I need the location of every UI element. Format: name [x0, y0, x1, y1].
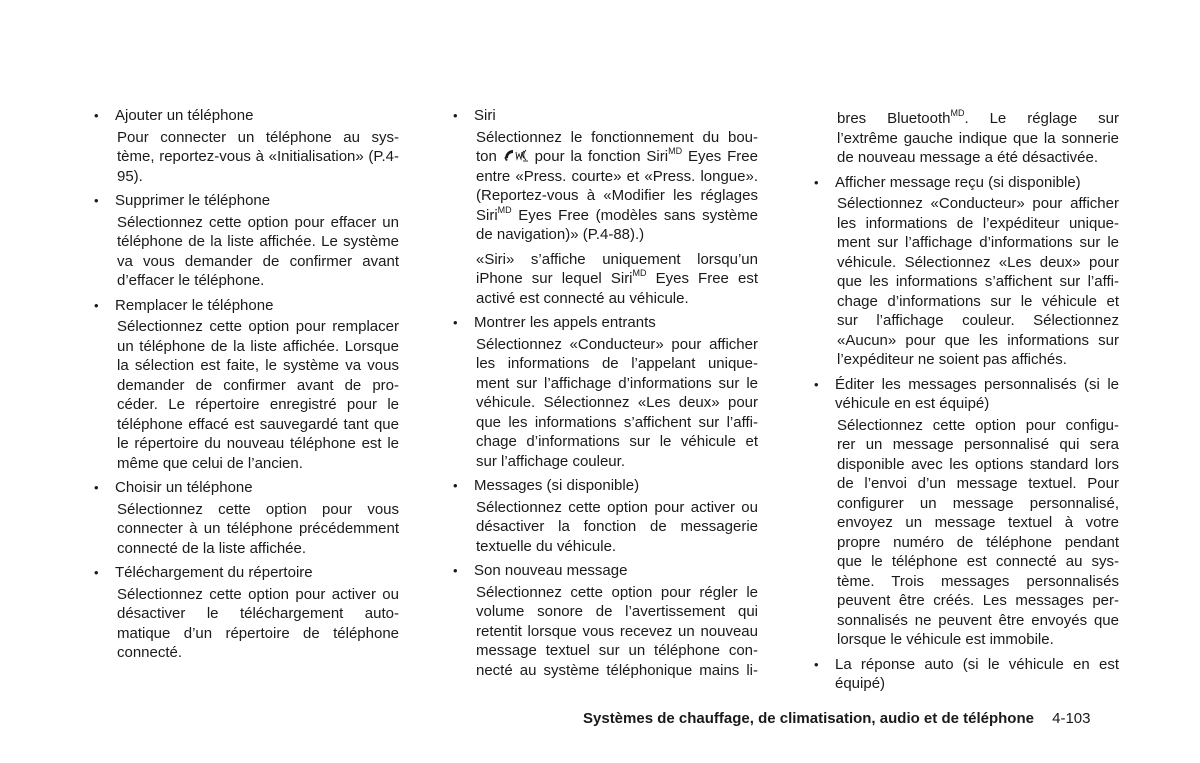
- text-line: de navigation)» (P.4-88).): [476, 226, 645, 243]
- text-line: peuvent être créés. Les messages per-: [837, 592, 1119, 609]
- text-line: de nouveau message a été désactivée.: [837, 149, 1099, 166]
- heading-line: Téléchargement du répertoire: [115, 564, 313, 581]
- text-line: «Siri» s’affiche uniquement lorsqu’un: [476, 250, 758, 268]
- heading-line: Ajouter un téléphone: [115, 107, 254, 124]
- item-heading: [450, 561, 758, 581]
- bullet-icon: •: [94, 108, 99, 123]
- item-heading: [450, 106, 758, 126]
- text-line: rer un message personnalisé qui sera: [837, 436, 1119, 453]
- heading-line: Afficher message reçu (si disponible): [835, 173, 1081, 191]
- text-line: Siri$^{MD}$ Eyes Free (modèles sans système: [476, 204, 758, 224]
- text-line: volume sonore de l’avertissement qui: [476, 603, 758, 620]
- text-line: l’expéditeur ne soient pas affichés.: [837, 351, 1067, 368]
- text-line: chage d’informations sur le véhicule et: [837, 292, 1119, 310]
- text-line: entre «Press. courte» et «Press. longue».: [476, 167, 758, 185]
- item-description: [450, 583, 758, 681]
- registered-mark: MD: [632, 268, 647, 278]
- text-line: les informations de l’appelant unique-: [476, 355, 758, 372]
- text-line: véhicule. Sélectionnez «Les deux» pour: [476, 394, 758, 411]
- text-line: matique d’un répertoire de téléphone: [117, 624, 399, 642]
- text-line: le répertoire du nouveau téléphone est le: [117, 435, 399, 452]
- text-line: un téléphone de la liste affichée. Lorsque: [117, 337, 399, 355]
- footer-section-title: Systèmes de chauffage, de climatisation, audio et de téléphone: [583, 710, 1034, 727]
- item-heading: [811, 173, 1119, 193]
- page-footer: [583, 710, 1091, 727]
- text-line: demander de confirmer avant de pro-: [117, 376, 399, 394]
- text-line: connecté.: [117, 644, 183, 661]
- text-line: ton pour la fonction Siri$^{MD}$ Eyes Free: [476, 146, 758, 165]
- list-item: [811, 375, 1119, 650]
- phone-voice-button-icon: [503, 148, 529, 162]
- text-line: Pour connecter un téléphone au sys-: [117, 128, 399, 146]
- bullet-icon: •: [453, 315, 458, 330]
- registered-mark: MD: [497, 204, 512, 215]
- bullet-icon: •: [814, 376, 819, 392]
- text-line: sur l’affichage couleur. Sélectionnez: [837, 312, 1119, 329]
- registered-mark: MD: [668, 146, 683, 156]
- text-line: céder. Le répertoire enregistré pour le: [117, 396, 399, 413]
- list-item: [811, 173, 1119, 370]
- heading-line: Messages (si disponible): [474, 477, 640, 494]
- text-line: lorsque le véhicule est immobile.: [837, 631, 1054, 648]
- heading-line: Supprimer le téléphone: [115, 192, 271, 209]
- column-3: [811, 109, 1119, 696]
- text-line: que les informations s’affichent sur l’affi-: [476, 413, 758, 431]
- text-line: les informations de l’expéditeur unique-: [837, 214, 1119, 232]
- bullet-icon: •: [94, 565, 99, 580]
- bullet-icon: •: [453, 563, 458, 578]
- heading-line: Montrer les appels entrants: [474, 314, 656, 331]
- text-line: la sélection est faite, le système va vous: [117, 357, 399, 374]
- text-line: téléphone effacé est sauvegardé tant que: [117, 415, 399, 433]
- list-item: [811, 109, 1119, 168]
- list-item: [450, 313, 758, 471]
- text-line: Sélectionnez «Conducteur» pour afficher: [476, 335, 758, 353]
- text-line: chage d’informations sur le véhicule et: [476, 433, 758, 450]
- text-line: Sélectionnez cette option pour effacer un: [117, 213, 399, 231]
- item-description: [91, 500, 399, 559]
- item-description: [811, 194, 1119, 370]
- text-line: disponible avec les options standard lors: [837, 455, 1119, 473]
- bullet-icon: •: [94, 193, 99, 208]
- item-description: [91, 317, 399, 473]
- text-line: désactiver la fonction de messagerie: [476, 518, 758, 535]
- bullet-icon: •: [453, 478, 458, 493]
- text-line: retentit lorsque vous recevez un nouveau: [476, 622, 758, 640]
- list-item: [450, 561, 758, 680]
- text-line: connecté de la liste affichée.: [117, 539, 307, 557]
- text-line: textuelle du véhicule.: [476, 537, 617, 555]
- text-line: ment sur l’affichage d’informations sur le: [476, 374, 758, 392]
- item-heading: [91, 191, 399, 211]
- list-item: [91, 296, 399, 474]
- column-2: [450, 106, 758, 685]
- text-line: Sélectionnez cette option pour activer ou: [476, 498, 758, 516]
- item-description: [811, 416, 1119, 650]
- text-line: sonnalisés ne peuvent être envoyés que: [837, 611, 1119, 629]
- text-line: Sélectionnez cette option pour activer ou: [117, 585, 399, 603]
- list-item: [811, 655, 1119, 694]
- heading-line: La réponse auto (si le véhicule en est: [835, 655, 1119, 673]
- text-line: connecter à un téléphone précédemment: [117, 520, 399, 537]
- text-line: tème, reportez-vous à «Initialisation» (P.4-: [117, 148, 399, 165]
- text-line: tème. Trois messages personnalisés: [837, 572, 1119, 590]
- heading-line: Remplacer le téléphone: [115, 296, 274, 314]
- text-line: va vous demander de confirmer avant: [117, 252, 399, 270]
- item-description: [91, 128, 399, 187]
- text-line: sur l’affichage couleur.: [476, 452, 625, 470]
- item-description: [450, 335, 758, 472]
- text-line: l’extrême gauche indique que la sonnerie: [837, 129, 1119, 147]
- heading-line: Éditer les messages personnalisés (si le: [835, 375, 1119, 393]
- text-line: que le téléphone est connecté au sys-: [837, 553, 1119, 570]
- item-description: [450, 498, 758, 557]
- item-heading: [811, 375, 1119, 414]
- item-heading: [811, 655, 1119, 694]
- text-line: Sélectionnez cette option pour configu-: [837, 416, 1119, 434]
- text-line: même que celui de l’ancien.: [117, 454, 303, 472]
- text-line: message textuel sur un téléphone con-: [476, 642, 758, 659]
- text-line: que les informations s’affichent sur l’affi-: [837, 273, 1119, 290]
- text-line: Sélectionnez le fonctionnement du bou-: [476, 128, 758, 146]
- text-line: envoyez un message textuel à votre: [837, 514, 1119, 531]
- list-item: [91, 191, 399, 291]
- text-line: Sélectionnez cette option pour régler le: [476, 583, 758, 601]
- text-line: propre numéro de téléphone pendant: [837, 533, 1119, 551]
- item-heading: [450, 313, 758, 333]
- list-item: [91, 478, 399, 558]
- text-line: de l’envoi d’un message textuel. Pour: [837, 475, 1119, 492]
- text-line: configurer un message personnalisé,: [837, 494, 1119, 512]
- item-description: [91, 213, 399, 291]
- item-heading: [91, 106, 399, 126]
- text-line: Sélectionnez cette option pour remplacer: [117, 318, 399, 335]
- footer-page-number: 4-103: [1052, 710, 1091, 727]
- heading-line: équipé): [835, 675, 886, 692]
- text-line: Sélectionnez cette option pour vous: [117, 500, 399, 518]
- item-heading: [450, 476, 758, 496]
- heading-line: Siri: [474, 107, 496, 124]
- text-line: téléphone de la liste affichée. Le système: [117, 233, 399, 250]
- text-line: bres Bluetooth$^{MD}$. Le réglage sur: [837, 108, 1120, 127]
- item-heading: [91, 563, 399, 583]
- bullet-icon: •: [814, 174, 819, 190]
- text-line: désactiver le téléchargement auto-: [117, 605, 399, 622]
- text-line: d’effacer le téléphone.: [117, 272, 265, 289]
- text-line: «Aucun» pour que les informations sur: [837, 331, 1119, 349]
- text-line: (Reportez-vous à «Modifier les réglages: [476, 187, 758, 204]
- text-line: Sélectionnez «Conducteur» pour afficher: [837, 195, 1119, 212]
- heading-line: Choisir un téléphone: [115, 479, 253, 496]
- column-1: [91, 106, 399, 668]
- text-line: véhicule. Sélectionnez «Les deux» pour: [837, 253, 1119, 271]
- item-description: [91, 585, 399, 663]
- bullet-icon: •: [94, 480, 99, 495]
- item-heading: [91, 296, 399, 316]
- item-description: [450, 250, 758, 309]
- item-heading: [91, 478, 399, 498]
- text-line: 95).: [117, 167, 143, 185]
- list-item: [91, 106, 399, 186]
- heading-line: véhicule en est équipé): [835, 395, 990, 412]
- item-description: [450, 128, 758, 245]
- text-line: ment sur l’affichage d’informations sur le: [837, 234, 1119, 251]
- item-description: [811, 109, 1119, 168]
- heading-line: Son nouveau message: [474, 562, 628, 579]
- list-item: [91, 563, 399, 663]
- list-item: [450, 106, 758, 308]
- registered-mark: MD: [950, 108, 965, 118]
- text-line: activé est connecté au véhicule.: [476, 289, 689, 307]
- bullet-icon: •: [453, 108, 458, 123]
- text-line: necté au système téléphonique mains li-: [476, 661, 758, 679]
- bullet-icon: •: [94, 297, 99, 313]
- text-line: iPhone sur lequel Siri$^{MD}$ Eyes Free est: [476, 268, 759, 287]
- list-item: [450, 476, 758, 556]
- bullet-icon: •: [814, 656, 819, 672]
